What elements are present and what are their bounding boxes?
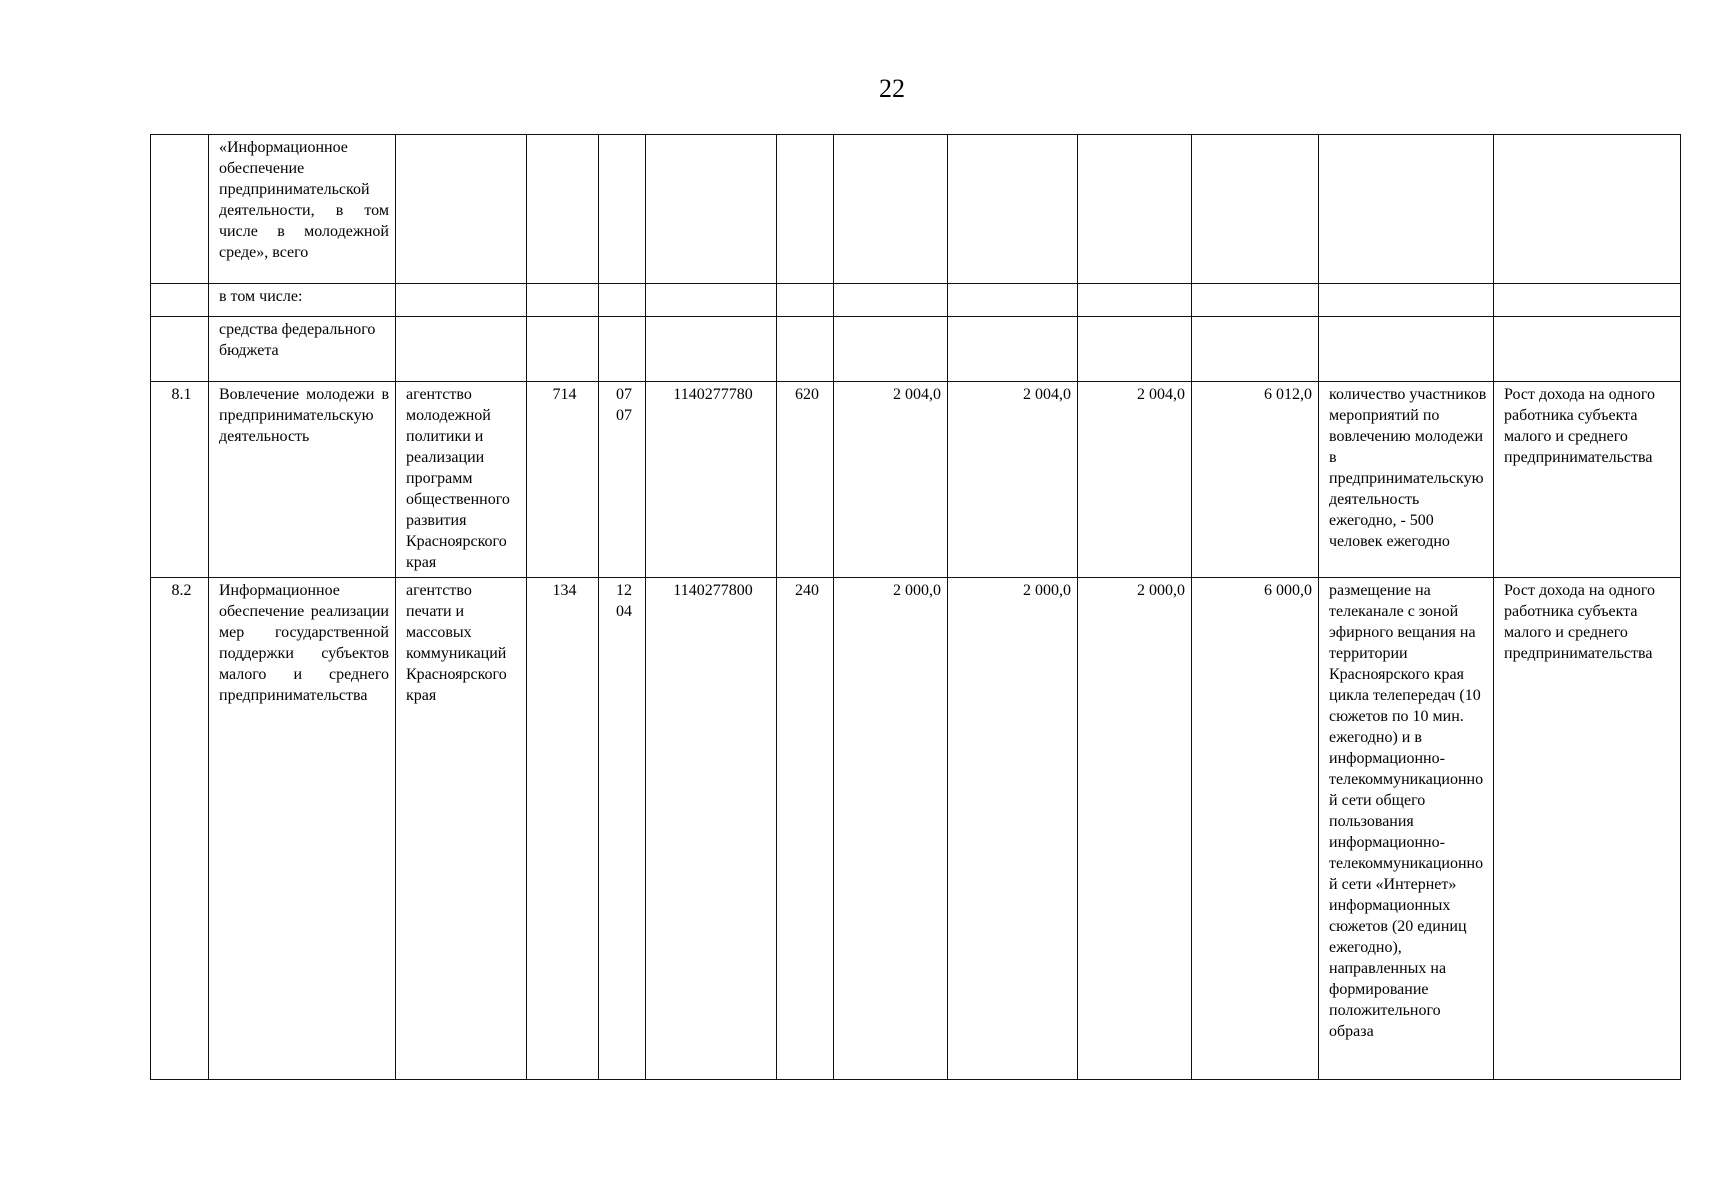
rzpr-subsection: 07: [616, 407, 632, 424]
cell-total: [1192, 284, 1319, 317]
cell-grbs: 134: [527, 578, 599, 1080]
cell-vr: [777, 135, 834, 284]
cell-num: 8.2: [151, 578, 209, 1080]
cell-result: размещение на телеканале с зоной эфирного вещания на территории Красноярского края цикла телепередач (10 сюжетов по 10 мин. ежегодно) и в информационно-телекоммуникационной сети общего пользования информационно-телекоммуникационной сети «Интернет» информационных сюжетов (20 единиц ежегодно), направленных на формирование положительного образа: [1319, 578, 1494, 1080]
cell-csr: [646, 135, 777, 284]
cell-year2: [948, 317, 1078, 382]
cell-num: [151, 135, 209, 284]
cell-rzpr: [599, 284, 646, 317]
program-measures-table: [150, 134, 1681, 1080]
cell-result: [1319, 284, 1494, 317]
cell-year3: [1078, 317, 1192, 382]
cell-num: [151, 284, 209, 317]
cell-indicator: Рост дохода на одного работника субъекта малого и среднего предпринимательства: [1494, 382, 1681, 578]
cell-year3: 2 000,0: [1078, 578, 1192, 1080]
cell-grbs: [527, 135, 599, 284]
cell-year1: 2 000,0: [834, 578, 948, 1080]
rzpr-subsection: 04: [616, 603, 632, 620]
cell-result: количество участников мероприятий по вовлечению молодежи в предпринимательскую деятельность ежегодно, - 500 человек ежегодно: [1319, 382, 1494, 578]
cell-rzpr: [599, 317, 646, 382]
cell-indicator: [1494, 284, 1681, 317]
cell-csr: [646, 284, 777, 317]
cell-executor: агентство молодежной политики и реализации программ общественного развития Красноярского края: [396, 382, 527, 578]
cell-year2: 2 004,0: [948, 382, 1078, 578]
cell-num: [151, 317, 209, 382]
cell-year2: [948, 284, 1078, 317]
cell-csr: [646, 317, 777, 382]
cell-num: 8.1: [151, 382, 209, 578]
table-row-federal-budget: [151, 317, 1681, 382]
cell-vr: 240: [777, 578, 834, 1080]
cell-year3: 2 004,0: [1078, 382, 1192, 578]
cell-total: [1192, 317, 1319, 382]
cell-total: [1192, 135, 1319, 284]
cell-indicator: [1494, 317, 1681, 382]
cell-year2: [948, 135, 1078, 284]
table-row-program-total: [151, 135, 1681, 284]
cell-name: «Информационное обеспечение предпринимательской деятельности, в том числе в молодежной среде», всего: [209, 135, 396, 284]
cell-indicator: Рост дохода на одного работника субъекта малого и среднего предпринимательства: [1494, 578, 1681, 1080]
cell-grbs: 714: [527, 382, 599, 578]
page-number: 22: [879, 74, 905, 103]
table-row-including: [151, 284, 1681, 317]
cell-executor: [396, 135, 527, 284]
cell-rzpr: [599, 382, 646, 578]
cell-vr: [777, 284, 834, 317]
cell-year1: [834, 284, 948, 317]
cell-indicator: [1494, 135, 1681, 284]
rzpr-section: 07: [616, 386, 632, 403]
cell-rzpr: [599, 135, 646, 284]
cell-grbs: [527, 317, 599, 382]
cell-year3: [1078, 135, 1192, 284]
rzpr-section: 12: [616, 582, 632, 599]
cell-name: Вовлечение молодежи в предпринимательскую деятельность: [209, 382, 396, 578]
cell-csr: 1140277800: [646, 578, 777, 1080]
cell-name: Информационное обеспечение реализации мер государственной поддержки субъектов малого и среднего предпринимательства: [209, 578, 396, 1080]
cell-result: [1319, 135, 1494, 284]
cell-year3: [1078, 284, 1192, 317]
cell-total: 6 012,0: [1192, 382, 1319, 578]
cell-rzpr: [599, 578, 646, 1080]
cell-name: в том числе:: [209, 284, 396, 317]
cell-year1: 2 004,0: [834, 382, 948, 578]
cell-year1: [834, 317, 948, 382]
cell-year2: 2 000,0: [948, 578, 1078, 1080]
cell-vr: 620: [777, 382, 834, 578]
cell-executor: [396, 284, 527, 317]
table-row-item-8-1: [151, 382, 1681, 578]
cell-result: [1319, 317, 1494, 382]
cell-name: средства федерального бюджета: [209, 317, 396, 382]
cell-executor: агентство печати и массовых коммуникаций Красноярского края: [396, 578, 527, 1080]
cell-csr: 1140277780: [646, 382, 777, 578]
cell-vr: [777, 317, 834, 382]
cell-year1: [834, 135, 948, 284]
cell-executor: [396, 317, 527, 382]
cell-total: 6 000,0: [1192, 578, 1319, 1080]
cell-grbs: [527, 284, 599, 317]
table-row-item-8-2: [151, 578, 1681, 1080]
